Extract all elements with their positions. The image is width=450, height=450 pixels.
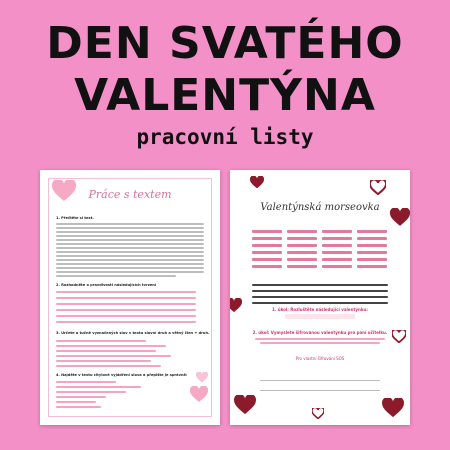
- section-heading: 2. Rozhodněte o pravdivosti následujících tvrzení: [56, 283, 157, 287]
- morse-alphabet-table: [252, 228, 388, 278]
- cipher-line: [252, 296, 388, 298]
- morse-row: [357, 237, 387, 240]
- statement-line: [56, 315, 196, 317]
- task2-heading: 2. úkol: Vymyslete šifrovanou valentýnku pro paní učitelku.: [252, 330, 388, 335]
- text-line: [56, 223, 204, 225]
- sheet-footer: Pro vlastní šifrování SOS: [295, 356, 345, 361]
- morse-row: [322, 230, 352, 233]
- text-line: [56, 231, 204, 233]
- heart-icon: [382, 398, 404, 418]
- section-heading: 1. Přečtěte si text.: [56, 216, 94, 220]
- word-line: [56, 345, 166, 347]
- word-line: [56, 355, 171, 357]
- heart-icon: [370, 180, 386, 195]
- word-line: [56, 396, 106, 398]
- poster-subtitle: pracovní listy: [136, 125, 314, 149]
- morse-row: [252, 251, 282, 254]
- word-line: [56, 406, 101, 408]
- word-line: [56, 350, 156, 352]
- text-line: [56, 259, 204, 261]
- heart-icon: [230, 298, 242, 313]
- heart-icon: [190, 386, 208, 403]
- morse-row: [252, 258, 282, 261]
- sheet-title: Valentýnská morseovka: [260, 202, 380, 213]
- text-line: [56, 271, 204, 273]
- morse-row: [322, 258, 352, 261]
- morse-row: [287, 258, 317, 261]
- text-line: [56, 235, 204, 237]
- text-line: [56, 247, 204, 249]
- word-line: [56, 340, 146, 342]
- word-line: [56, 360, 151, 362]
- morse-row: [322, 251, 352, 254]
- word-line: [56, 381, 116, 383]
- morse-row: [322, 237, 352, 240]
- sheet-title: Práce s textem: [88, 188, 172, 201]
- write-line: [260, 380, 380, 381]
- cipher-line: [252, 284, 388, 286]
- morse-row: [357, 258, 387, 261]
- morse-row: [287, 230, 317, 233]
- text-line: [56, 275, 176, 277]
- worksheet-morse-code: [230, 170, 410, 425]
- morse-row: [322, 265, 352, 268]
- instruction-line: [260, 342, 380, 344]
- cipher-line: [252, 290, 388, 292]
- task1-heading: 1. úkol: Rozluštěte následující valentýnku:: [272, 307, 368, 312]
- word-line: [56, 391, 126, 393]
- statement-line: [56, 297, 196, 299]
- section-heading: 3. Určete u tučně vyznačených slov v textu slovní druh a větný člen + druh.: [56, 331, 210, 335]
- text-line: [56, 239, 204, 241]
- heart-icon: [234, 395, 256, 415]
- word-line: [56, 401, 96, 403]
- morse-row: [252, 237, 282, 240]
- text-line: [56, 263, 204, 265]
- statement-line: [56, 321, 196, 323]
- poster-title-line2: VALENTÝNA: [74, 70, 376, 121]
- heart-icon: [312, 408, 324, 419]
- word-line: [56, 365, 161, 367]
- statement-line: [56, 291, 196, 293]
- statement-line: [56, 309, 196, 311]
- text-line: [56, 243, 204, 245]
- section-heading: 4. Najděte v textu citylové vyjádření slova a přepište je správně:: [56, 373, 188, 377]
- morse-row: [252, 244, 282, 247]
- worksheet-text-work: [40, 170, 220, 425]
- morse-row: [287, 251, 317, 254]
- instruction-line: [255, 338, 385, 340]
- text-line: [56, 251, 204, 253]
- heart-icon: [250, 176, 264, 189]
- statement-line: [56, 303, 196, 305]
- heart-icon: [392, 330, 406, 343]
- morse-row: [252, 230, 282, 233]
- text-line: [56, 267, 204, 269]
- word-line: [56, 386, 141, 388]
- cipher-line: [252, 302, 388, 304]
- heart-icon: [196, 372, 208, 383]
- morse-row: [357, 244, 387, 247]
- morse-row: [287, 244, 317, 247]
- text-line: [56, 227, 204, 229]
- morse-row: [287, 237, 317, 240]
- morse-row: [357, 265, 387, 268]
- morse-row: [287, 265, 317, 268]
- answer-box: [285, 314, 355, 319]
- morse-row: [357, 251, 387, 254]
- morse-row: [322, 244, 352, 247]
- write-line: [260, 390, 380, 391]
- morse-row: [357, 230, 387, 233]
- morse-row: [252, 265, 282, 268]
- poster-title-line1: DEN SVATÉHO: [46, 18, 404, 69]
- text-line: [56, 255, 204, 257]
